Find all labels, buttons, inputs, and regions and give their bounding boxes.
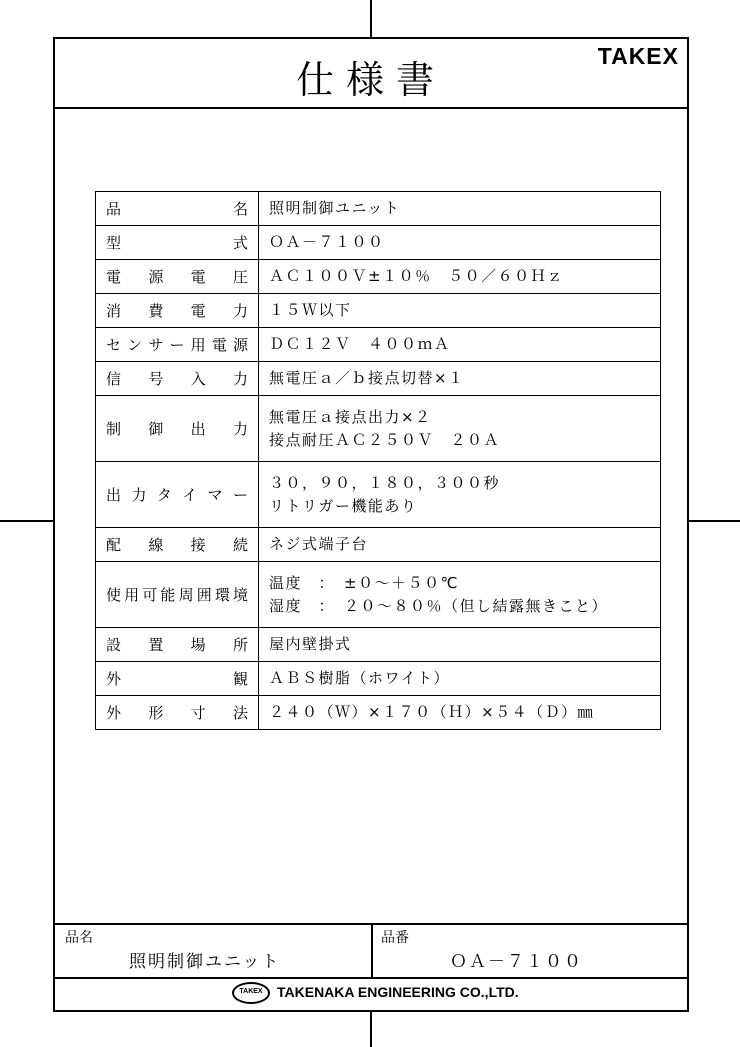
spec-label-cell bbox=[96, 528, 259, 562]
crop-mark-bottom bbox=[370, 1010, 372, 1047]
spec-label: 信 号 入 力 bbox=[106, 370, 248, 388]
spec-label-cell bbox=[96, 192, 259, 226]
spec-value-line: 照明制御ユニット bbox=[269, 199, 401, 217]
crop-mark-right bbox=[688, 520, 740, 522]
spec-label-cell bbox=[96, 396, 259, 462]
spec-value-line: 無電圧ａ／ｂ接点切替×１ bbox=[269, 369, 465, 387]
spec-value-line: ２４０（Ｗ）×１７０（Ｈ）×５４（Ｄ）㎜ bbox=[269, 703, 595, 721]
spec-value-line: １５Ｗ以下 bbox=[269, 301, 352, 319]
spec-row bbox=[96, 226, 661, 260]
spec-value-cell bbox=[259, 662, 661, 696]
spec-row bbox=[96, 696, 661, 730]
spec-label-cell bbox=[96, 226, 259, 260]
spec-label-cell bbox=[96, 362, 259, 396]
spec-value-cell bbox=[259, 192, 661, 226]
spec-label: 配 線 接 続 bbox=[106, 536, 248, 554]
spec-label: 電 源 電 圧 bbox=[106, 268, 248, 286]
spec-value-line: ３０，９０，１８０，３００秒 bbox=[269, 473, 501, 492]
footer-info bbox=[55, 923, 687, 979]
spec-label: センサー用電源 bbox=[106, 336, 248, 354]
spec-label: 設 置 場 所 bbox=[106, 636, 248, 654]
spec-table bbox=[95, 191, 661, 730]
spec-value-cell bbox=[259, 362, 661, 396]
spec-label: 使用可能周囲環境 bbox=[106, 586, 248, 604]
spec-label: 型 式 bbox=[106, 234, 248, 252]
spec-value-line: 温度 ： ±０～＋５０℃ bbox=[269, 573, 459, 592]
title-band bbox=[55, 39, 687, 109]
spec-value-cell bbox=[259, 226, 661, 260]
spec-value-line: 無電圧ａ接点出力×２ bbox=[269, 407, 432, 426]
spec-label: 外 観 bbox=[106, 670, 248, 688]
spec-label-cell bbox=[96, 294, 259, 328]
spec-label-cell bbox=[96, 260, 259, 294]
spec-row bbox=[96, 328, 661, 362]
spec-label-cell bbox=[96, 628, 259, 662]
document-title: 仕様書 bbox=[295, 58, 446, 102]
spec-value-cell bbox=[259, 628, 661, 662]
spec-label: 出力タイマー bbox=[106, 486, 248, 504]
spec-label: 消 費 電 力 bbox=[106, 302, 248, 320]
footer-divider bbox=[371, 925, 373, 977]
spec-value-cell bbox=[259, 562, 661, 628]
spec-row bbox=[96, 192, 661, 226]
crop-mark-top bbox=[370, 0, 372, 38]
spec-value-line: リトリガー機能あり bbox=[269, 496, 418, 515]
spec-label-cell bbox=[96, 662, 259, 696]
company-logo bbox=[232, 982, 270, 1004]
crop-mark-left bbox=[0, 520, 53, 522]
spec-label: 外 形 寸 法 bbox=[106, 704, 248, 722]
spec-label-cell bbox=[96, 696, 259, 730]
spec-row bbox=[96, 662, 661, 696]
spec-row bbox=[96, 260, 661, 294]
company-name: TAKENAKA ENGINEERING CO.,LTD. bbox=[277, 984, 519, 1000]
spec-value-cell bbox=[259, 260, 661, 294]
spec-row bbox=[96, 462, 661, 528]
spec-row bbox=[96, 362, 661, 396]
spec-row bbox=[96, 528, 661, 562]
spec-label: 品 名 bbox=[106, 200, 248, 218]
spec-value-cell bbox=[259, 328, 661, 362]
product-name-caption: 品名 bbox=[65, 930, 93, 946]
spec-value-line: ＡＣ１００Ｖ±１０％ ５０／６０Ｈｚ bbox=[269, 267, 564, 285]
spec-label-cell bbox=[96, 462, 259, 528]
spec-value-line: 屋内壁掛式 bbox=[269, 635, 352, 653]
product-number-value: ＯＡ－７１００ bbox=[450, 952, 583, 972]
spec-value-line: ＡＢＳ樹脂（ホワイト） bbox=[269, 669, 451, 687]
spec-value-line: ネジ式端子台 bbox=[269, 535, 369, 553]
brand-logo: TAKEX bbox=[597, 43, 679, 69]
spec-label-cell bbox=[96, 328, 259, 362]
company-band bbox=[55, 977, 687, 1010]
spec-value-cell bbox=[259, 294, 661, 328]
spec-value-line: ＯＡ－７１００ bbox=[269, 233, 385, 251]
spec-row bbox=[96, 294, 661, 328]
spec-row bbox=[96, 396, 661, 462]
spec-value-cell bbox=[259, 696, 661, 730]
spec-value-cell bbox=[259, 528, 661, 562]
spec-label-cell bbox=[96, 562, 259, 628]
spec-value-line: 湿度 ： ２０～８０％（但し結露無きこと） bbox=[269, 596, 609, 615]
company-logo-text: TAKEX bbox=[239, 988, 263, 995]
product-number-caption: 品番 bbox=[381, 930, 409, 946]
spec-row bbox=[96, 628, 661, 662]
spec-row bbox=[96, 562, 661, 628]
spec-value-line: ＤＣ１２Ｖ ４００ｍＡ bbox=[269, 335, 451, 353]
spec-label: 制 御 出 力 bbox=[106, 420, 248, 438]
spec-value-line: 接点耐圧ＡＣ２５０Ｖ ２０Ａ bbox=[269, 430, 501, 449]
document-frame bbox=[53, 37, 689, 1012]
spec-value-cell bbox=[259, 462, 661, 528]
product-name-value: 照明制御ユニット bbox=[129, 952, 281, 972]
spec-value-cell bbox=[259, 396, 661, 462]
